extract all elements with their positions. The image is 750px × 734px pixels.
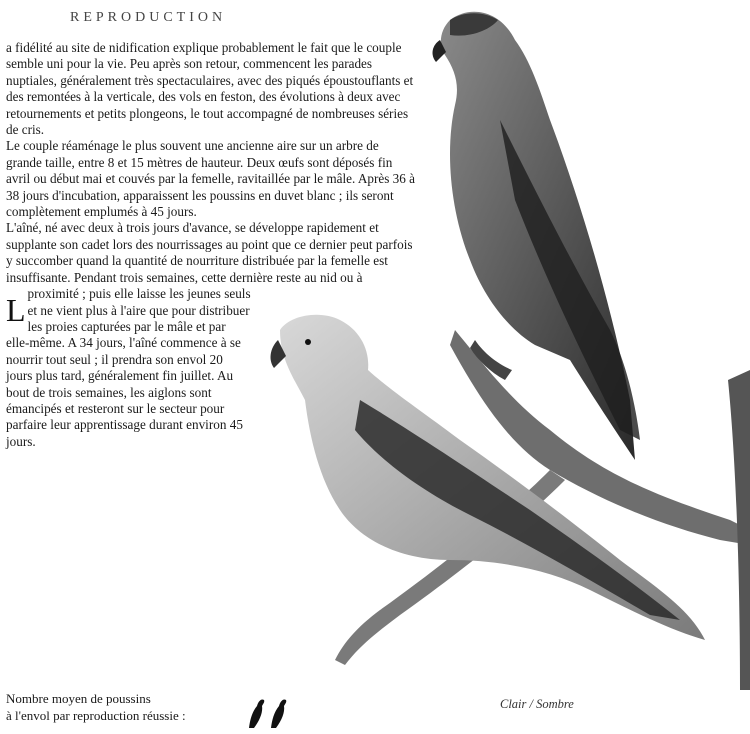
paragraph-3: L'aîné, né avec deux à trois jours d'avance, se développe rapidement et supplante son cadet lors des nourrissages au point que ce dernier peut parfois y succomber quand la quantité de nourriture distribuée par la femelle est insuffisante. Pendant trois semaines, cette dernière reste au nid ou à proximité ; puis elle laisse les jeunes seuls et ne vient plus à l'aire que pour distribuer les proies capturées par le mâle et par elle-même. A 34 jours, l'aîné commence à se nourrir tout seul ; il prendra son envol 20 jours plus tard, généralement fin juillet. Au bout de trois semaines, les aiglons sont émancipés et resteront sur le secteur pour parfaire leur apprentissage durant environ 45 jours. — [6, 220, 413, 449]
body-text — [6, 40, 416, 675]
chick-count-icons — [245, 694, 293, 730]
illustration-caption: Clair / Sombre — [500, 697, 574, 711]
bird-silhouette-icon — [249, 699, 264, 728]
drop-cap: L — [6, 292, 26, 328]
paragraph-2: Le couple réaménage le plus souvent une ancienne aire sur un arbre de grande taille, entre 8 et 15 mètres de hauteur. Deux œufs sont déposés fin avril ou début mai et couvés par la femelle, ravitaillée par le mâle. Après 36 à 38 jours d'incubation, apparaissent les poussins en duvet blanc ; ils seront complètement emplumés à 45 jours. — [6, 138, 416, 220]
chick-count-label: Nombre moyen de poussins à l'envol par reproduction réussie : — [6, 691, 186, 723]
paragraph-1: L a fidélité au site de nidification explique probablement le fait que le couple semble uni pour la vie. Peu après son retour, commencent les parades nuptiales, généralement très spectaculaires, avec des piqués époustouflants et des remontées à la verticale, des vols en feston, des évolutions à deux avec retournements et petits plongeons, le tout accompagné de nombreuses séries de cris. — [6, 40, 414, 328]
bird-silhouette-icon — [271, 699, 286, 728]
dark-eagle — [433, 12, 640, 460]
section-title: REPRODUCTION — [70, 10, 227, 25]
